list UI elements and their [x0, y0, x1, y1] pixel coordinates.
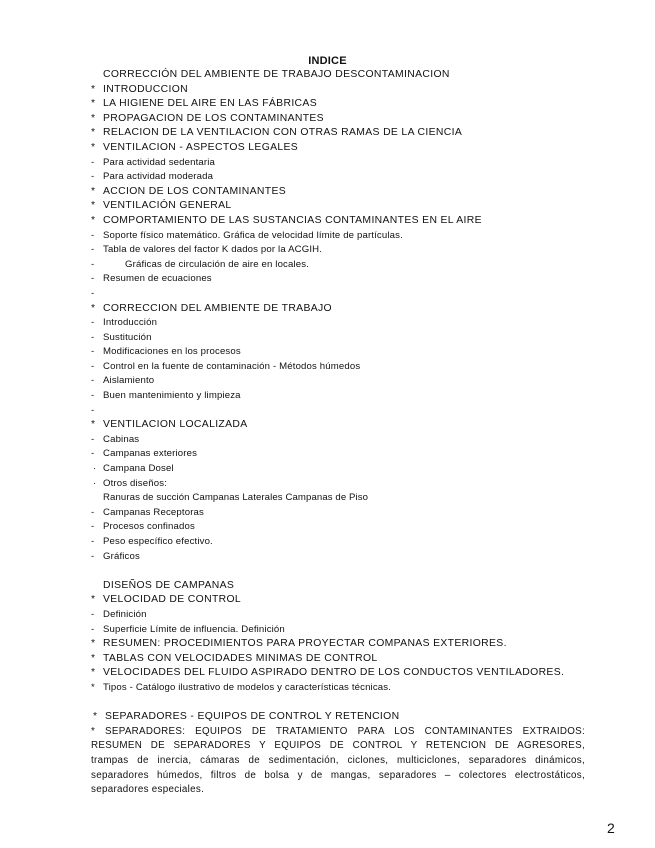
index-section-separadores: [91, 710, 591, 725]
index-entry: [91, 447, 591, 462]
asterisk-bullet: *: [91, 200, 96, 212]
dash-bullet: -: [91, 287, 95, 299]
index-entry-text: Resumen de ecuaciones: [103, 273, 212, 285]
asterisk-bullet: *: [91, 98, 96, 110]
index-entry: [91, 389, 591, 404]
index-entry: [91, 681, 591, 696]
index-entry: [91, 185, 591, 200]
index-entry-text: Definición: [103, 608, 147, 620]
index-entry: [91, 97, 591, 112]
index-entry: [91, 243, 591, 258]
index-entry-text: Para actividad moderada: [103, 171, 214, 183]
dash-bullet: -: [91, 229, 95, 241]
dash-bullet: -: [91, 171, 95, 183]
dash-bullet: -: [91, 623, 95, 635]
summary-line: * SEPARADORES: EQUIPOS DE TRATAMIENTO PARA LOS CONTAMINANTES EXTRAIDOS:: [91, 725, 585, 737]
index-entry: [91, 374, 591, 389]
index-entry-text: Sustitución: [103, 331, 152, 343]
index-entry: [91, 199, 591, 214]
index-entry: [91, 331, 591, 346]
index-entry: [91, 272, 591, 287]
asterisk-bullet: *: [91, 681, 95, 693]
index-entry: [91, 316, 591, 331]
summary-line: RESUMEN DE SEPARADORES Y EQUIPOS DE CONTROL Y RETENCION DE AGRESORES,: [91, 740, 585, 752]
index-entry-text: VENTILACION - ASPECTOS LEGALES: [103, 141, 299, 153]
index-title: INDICE: [308, 55, 347, 67]
dash-bullet: -: [91, 550, 95, 562]
index-entry: [91, 404, 591, 419]
index-entry: [91, 652, 591, 667]
index-entry: [91, 170, 591, 185]
dash-bullet: -: [91, 404, 95, 416]
index-entry: [91, 258, 591, 273]
asterisk-bullet: *: [91, 214, 96, 226]
dash-bullet: -: [91, 448, 95, 460]
index-entry: [91, 462, 591, 477]
index-entry-text: RELACION DE LA VENTILACION CON OTRAS RAMAS DE LA CIENCIA: [103, 127, 463, 139]
index-entry: [91, 666, 591, 681]
index-entry-text: Modificaciones en los procesos: [103, 346, 241, 358]
dash-bullet: ·: [93, 477, 97, 489]
index-entry: [91, 214, 591, 229]
index-entry-text: SEPARADORES - EQUIPOS DE CONTROL Y RETENCION: [105, 711, 400, 723]
index-entry: [91, 156, 591, 171]
index-entry-text: VENTILACION LOCALIZADA: [103, 419, 248, 431]
index-entry-text: PROPAGACION DE LOS CONTAMINANTES: [103, 112, 324, 124]
dash-bullet: -: [91, 521, 95, 533]
asterisk-bullet: *: [91, 141, 96, 153]
asterisk-bullet: *: [91, 638, 96, 650]
index-entry: [91, 126, 591, 141]
index-entry: [91, 83, 591, 98]
index-entry-text: Para actividad sedentaria: [103, 156, 216, 168]
dash-bullet: -: [91, 536, 95, 547]
dash-bullet: -: [91, 156, 95, 168]
section-gap: [91, 564, 591, 579]
section-gap: [91, 696, 591, 711]
index-entry-text: LA HIGIENE DEL AIRE EN LAS FÁBRICAS: [103, 98, 317, 110]
asterisk-bullet: *: [91, 127, 96, 139]
index-entry-text: CORRECCIÓN DEL AMBIENTE DE TRABAJO DESCONTAMINACION: [103, 69, 450, 80]
dash-bullet: -: [91, 360, 95, 372]
index-entry: [91, 229, 591, 244]
asterisk-bullet: *: [91, 419, 96, 431]
dash-bullet: ·: [93, 463, 97, 475]
dash-bullet: -: [91, 390, 95, 402]
asterisk-bullet: *: [91, 594, 96, 606]
index-entry-text: Campana Dosel: [103, 463, 174, 475]
index-entry: [91, 418, 591, 433]
dash-bullet: -: [91, 433, 95, 445]
dash-bullet: -: [91, 375, 95, 387]
index-entry-text: VELOCIDAD DE CONTROL: [103, 594, 242, 606]
index-entry-text: Campanas exteriores: [103, 448, 198, 460]
index-entry-text: Peso específico efectivo.: [103, 536, 213, 547]
index-entry-text: Buen mantenimiento y limpieza: [103, 390, 241, 402]
dash-bullet: -: [91, 317, 95, 329]
dash-bullet: -: [91, 258, 95, 270]
asterisk-bullet: *: [91, 185, 96, 197]
index-entry: [91, 491, 591, 506]
dash-bullet: -: [91, 608, 95, 620]
index-entry-text: CORRECCION DEL AMBIENTE DE TRABAJO: [103, 302, 332, 314]
asterisk-bullet: *: [91, 302, 96, 314]
index-entry-text: INTRODUCCION: [103, 83, 189, 95]
index-entry-text: Ranuras de succión Campanas Laterales Campanas de Piso: [103, 492, 369, 504]
index-entry-text: COMPORTAMIENTO DE LAS SUSTANCIAS CONTAMINANTES EN EL AIRE: [103, 214, 482, 226]
index-entry: [91, 302, 591, 317]
summary-line: separadores húmedos, filtros de bolsa y de mangas, separadores – colectores electrostáticos,: [91, 769, 585, 781]
index-entry: [91, 593, 591, 608]
index-entry: [93, 710, 591, 725]
index-entry: [91, 345, 591, 360]
index-entry: [91, 68, 591, 83]
index-entry-text: Otros diseños:: [103, 477, 167, 489]
index-entry: [91, 608, 591, 623]
index-entry-text: RESUMEN: PROCEDIMIENTOS PARA PROYECTAR COMPANAS EXTERIORES.: [103, 638, 507, 650]
dash-bullet: -: [91, 346, 95, 358]
index-entry-text: Tipos - Catálogo ilustrativo de modelos y características técnicas.: [103, 681, 392, 693]
page-number: 2: [607, 820, 615, 836]
index-entry-text: VELOCIDADES DEL FLUIDO ASPIRADO DENTRO DE LOS CONDUCTOS VENTILADORES.: [103, 667, 565, 679]
index-entry: [91, 637, 591, 652]
summary-line: trampas de inercia, cámaras de sedimentación, ciclones, multiciclones, separadores dinámicos,: [91, 754, 585, 766]
index-entry-text: DISEÑOS DE CAMPANAS: [103, 579, 235, 591]
index-entry-text: ACCION DE LOS CONTAMINANTES: [103, 185, 287, 197]
index-entry: [91, 579, 591, 594]
index-entry: [91, 433, 591, 448]
index-entry: [91, 623, 591, 638]
index-entry: [91, 506, 591, 521]
dash-bullet: -: [91, 273, 95, 285]
dash-bullet: -: [91, 244, 95, 256]
index-entry-text: Aislamiento: [103, 375, 155, 387]
index-entry-text: Superficie Límite de influencia. Definición: [103, 623, 285, 635]
asterisk-bullet: *: [91, 667, 96, 679]
asterisk-bullet: *: [91, 652, 96, 664]
index-lines: [91, 68, 591, 798]
asterisk-bullet: *: [93, 711, 98, 723]
index-entry-text: VENTILACIÓN GENERAL: [103, 200, 232, 212]
index-entry: [91, 112, 591, 127]
index-entry-text: Gráficos: [103, 550, 140, 562]
dash-bullet: -: [91, 506, 95, 518]
index-entry-text: Introducción: [103, 317, 158, 329]
index-entry: [91, 360, 591, 375]
index-entry-text: Campanas Receptoras: [103, 506, 204, 518]
index-entry-text: Cabinas: [103, 433, 140, 445]
index-entry-text: Procesos confinados: [103, 521, 195, 533]
index-entry: [91, 535, 591, 550]
index-entry: [91, 287, 591, 302]
asterisk-bullet: *: [91, 83, 96, 95]
summary-line: separadores especiales.: [91, 784, 205, 796]
index-entry: [91, 550, 591, 565]
separadores-summary-paragraph: [91, 725, 585, 798]
index-section-correccion: [91, 68, 591, 564]
index-entry: [91, 141, 591, 156]
index-entry-text: Soporte físico matemático. Gráfica de velocidad límite de partículas.: [103, 229, 403, 241]
index-section-disenos: [91, 579, 591, 696]
index-entry-text: Tabla de valores del factor K dados por la ACGIH.: [103, 244, 323, 256]
asterisk-bullet: *: [91, 112, 96, 124]
index-entry: [91, 477, 591, 492]
index-entry-text: Gráficas de circulación de aire en locales.: [125, 258, 310, 270]
dash-bullet: -: [91, 331, 95, 343]
index-entry: [91, 520, 591, 535]
index-entry-text: Control en la fuente de contaminación - Métodos húmedos: [103, 360, 361, 372]
index-entry-text: TABLAS CON VELOCIDADES MINIMAS DE CONTROL: [103, 652, 378, 664]
